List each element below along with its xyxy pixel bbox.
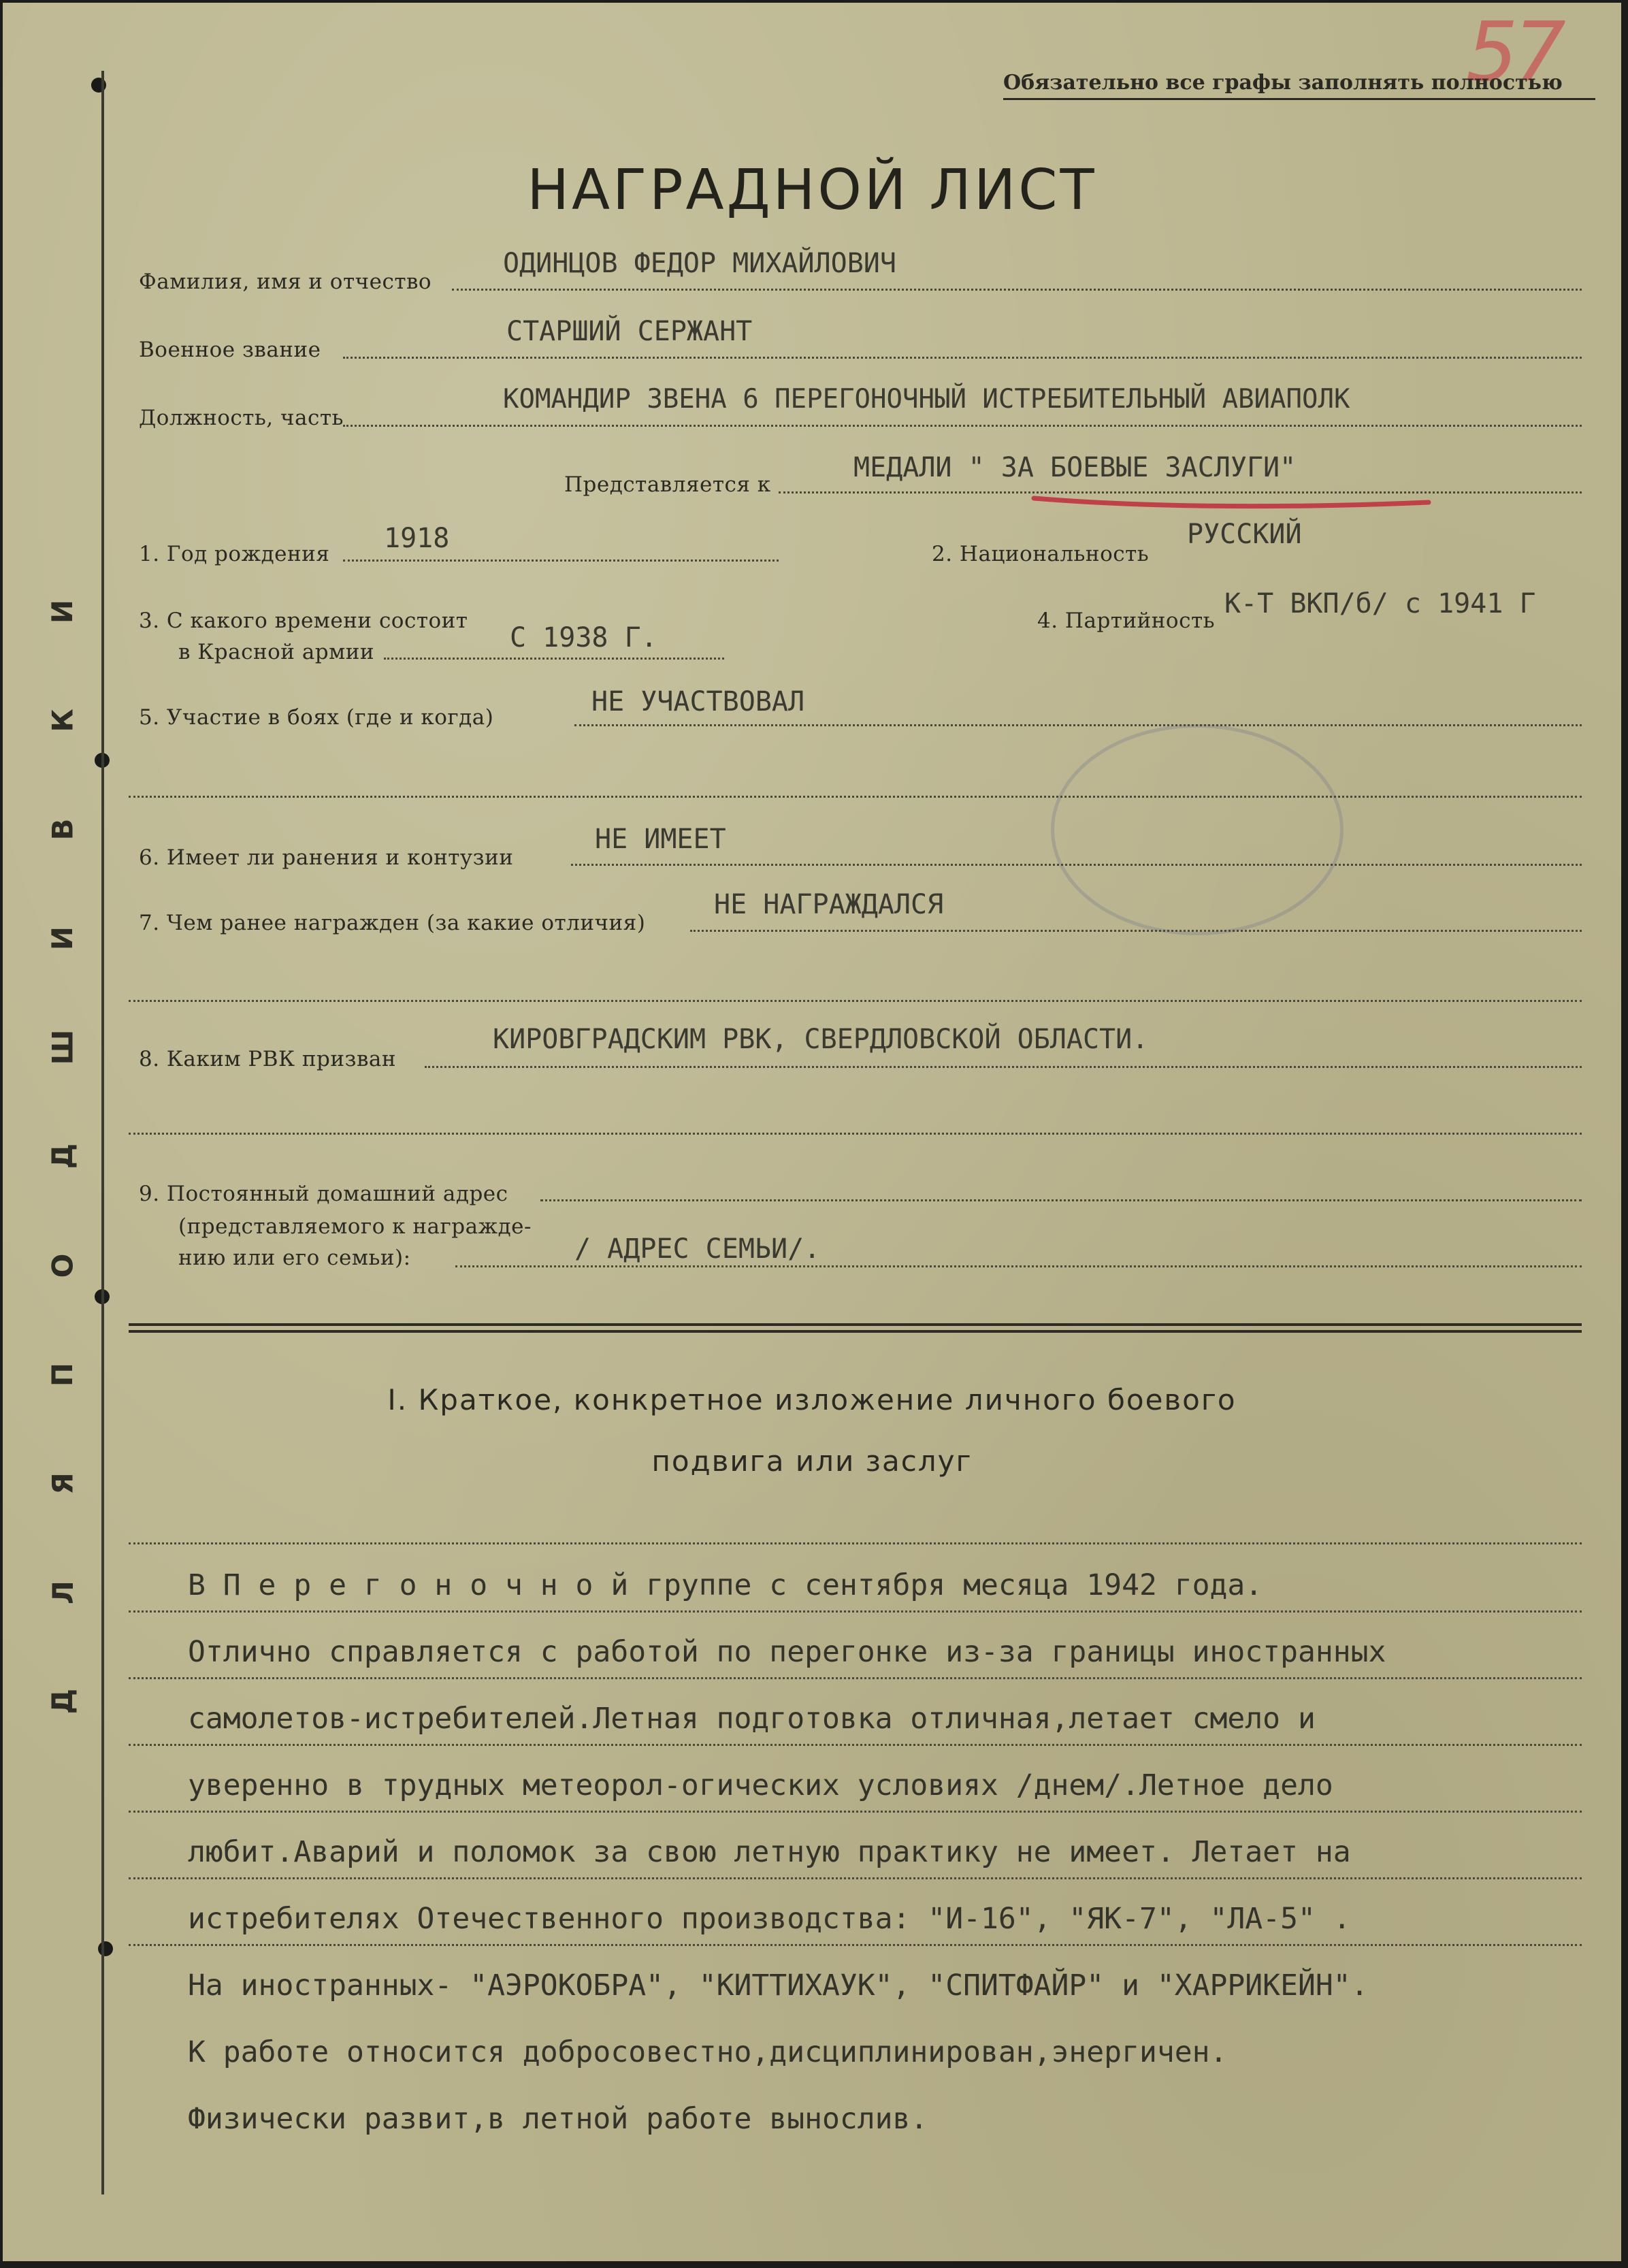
side-letter: Д xyxy=(46,1144,80,1169)
fill-line xyxy=(129,1811,1582,1813)
fill-line xyxy=(540,1199,1582,1201)
fill-line xyxy=(452,289,1582,291)
side-letter: В xyxy=(46,818,80,841)
side-letter: П xyxy=(46,1362,80,1387)
narrative-line: Физически развит,в летной работе вынослив. xyxy=(188,2102,928,2136)
fill-line xyxy=(129,1610,1582,1613)
fill-line xyxy=(129,1542,1582,1544)
fill-line xyxy=(384,658,724,660)
side-letter: Я xyxy=(46,1472,80,1495)
prior-awards-value: НЕ НАГРАЖДАЛСЯ xyxy=(714,889,944,920)
red-pencil-underline xyxy=(1030,489,1432,516)
nationality-value: РУССКИЙ xyxy=(1187,519,1302,550)
address-label-cont: нию или его семьи): xyxy=(178,1246,411,1270)
side-letter: К xyxy=(46,709,80,732)
header-note-underline xyxy=(1003,98,1595,100)
narrative-line: На иностранных- "АЭРОКОБРА", "КИТТИХАУК", "СПИТФАЙР" и "ХАРРИКЕЙН". xyxy=(188,1969,1369,2003)
side-letter: И xyxy=(46,599,80,624)
fill-line xyxy=(129,1744,1582,1746)
section-divider xyxy=(129,1330,1582,1333)
fio-value: ОДИНЦОВ ФЕДОР МИХАЙЛОВИЧ xyxy=(503,248,896,279)
fill-line xyxy=(343,425,1582,427)
address-label-cont: (представляемого к награжде- xyxy=(178,1214,532,1239)
fill-line xyxy=(574,724,1582,726)
fill-line xyxy=(455,1265,1582,1267)
side-letter: И xyxy=(46,926,80,951)
section-heading: I. Краткое, конкретное изложение личного боевого xyxy=(387,1383,1237,1416)
side-letter: Д xyxy=(46,1688,80,1715)
narrative-line: уверенно в трудных метеорол-огических условиях /днем/.Летное дело xyxy=(188,1768,1333,1802)
wounds-label: 6. Имеет ли ранения и контузии xyxy=(139,845,514,870)
fill-line xyxy=(129,1133,1582,1135)
rvk-label: 8. Каким РВК призван xyxy=(139,1047,397,1071)
fill-line xyxy=(129,1000,1582,1002)
position-value: КОМАНДИР ЗВЕНА 6 ПЕРЕГОНОЧНЫЙ ИСТРЕБИТЕЛЬНЫЙ АВИАПОЛК xyxy=(503,384,1350,415)
rank-label: Военное звание xyxy=(139,338,321,362)
party-label: 4. Партийность xyxy=(1037,609,1215,633)
battles-label: 5. Участие в боях (где и когда) xyxy=(139,705,494,730)
binding-margin-line xyxy=(101,71,104,2194)
rank-value: СТАРШИЙ СЕРЖАНТ xyxy=(506,316,753,347)
nationality-label: 2. Национальность xyxy=(932,542,1150,566)
section-heading-cont: подвига или заслуг xyxy=(651,1444,973,1478)
fill-line xyxy=(129,1877,1582,1879)
section-divider xyxy=(129,1323,1582,1326)
birth-year-label: 1. Год рождения xyxy=(139,542,330,566)
document-title: НАГРАДНОЙ ЛИСТ xyxy=(527,158,1097,223)
birth-year-value: 1918 xyxy=(384,523,450,554)
side-letter: Ш xyxy=(46,1029,80,1065)
side-letter: О xyxy=(46,1253,80,1278)
rvk-value: КИРОВГРАДСКИМ РВК, СВЕРДЛОВСКОЙ ОБЛАСТИ. xyxy=(493,1024,1149,1055)
side-letter: Л xyxy=(46,1580,80,1604)
wounds-value: НЕ ИМЕЕТ xyxy=(595,824,726,855)
fill-line xyxy=(129,1944,1582,1946)
binding-margin-text xyxy=(42,595,83,1718)
narrative-line: любит.Аварий и поломок за свою летную практику не имеет. Летает на xyxy=(188,1835,1351,1869)
fill-line xyxy=(129,796,1582,798)
fill-line xyxy=(129,1677,1582,1679)
red-pencil-number: 57 xyxy=(1466,5,1562,100)
battles-value: НЕ УЧАСТВОВАЛ xyxy=(591,686,805,717)
address-label: 9. Постоянный домашний адрес xyxy=(139,1182,508,1206)
faded-stamp xyxy=(1051,724,1344,935)
award-value: МЕДАЛИ " ЗА БОЕВЫЕ ЗАСЛУГИ" xyxy=(853,452,1297,483)
address-value: / АДРЕС СЕМЬИ/. xyxy=(574,1233,821,1265)
narrative-line: истребителях Отечественного производства: "И-16", "ЯК-7", "ЛА-5" . xyxy=(188,1902,1351,1936)
party-value: К-Т ВКП/б/ с 1941 Г xyxy=(1224,588,1536,619)
position-label: Должность, часть xyxy=(139,406,344,430)
narrative-line: В П е р е г о н о ч н о й группе с сентября месяца 1942 года. xyxy=(188,1568,1263,1602)
binding-hole xyxy=(98,1941,113,1956)
service-since-label: 3. С какого времени состоит xyxy=(139,609,468,633)
narrative-line: самолетов-истребителей.Летная подготовка отличная,летает смело и xyxy=(188,1702,1316,1736)
service-since-value: С 1938 Г. xyxy=(510,622,657,653)
prior-awards-label: 7. Чем ранее награжден (за какие отличия) xyxy=(139,911,646,935)
fill-line xyxy=(690,930,1582,932)
narrative-line: Отлично справляется с работой по перегонке из-за границы иностранных xyxy=(188,1635,1386,1669)
award-label: Представляется к xyxy=(564,472,771,497)
fill-line xyxy=(343,357,1582,359)
fill-line xyxy=(343,560,779,562)
header-note: Обязательно все графы заполнять полностью xyxy=(1003,71,1563,95)
fill-line xyxy=(425,1066,1582,1068)
fio-label: Фамилия, имя и отчество xyxy=(139,270,432,294)
award-sheet xyxy=(3,3,1621,2261)
narrative-line: К работе относится добросовестно,дисциплинирован,энергичен. xyxy=(188,2035,1228,2069)
fill-line xyxy=(571,864,1582,866)
service-since-label-cont: в Красной армии xyxy=(178,640,375,664)
